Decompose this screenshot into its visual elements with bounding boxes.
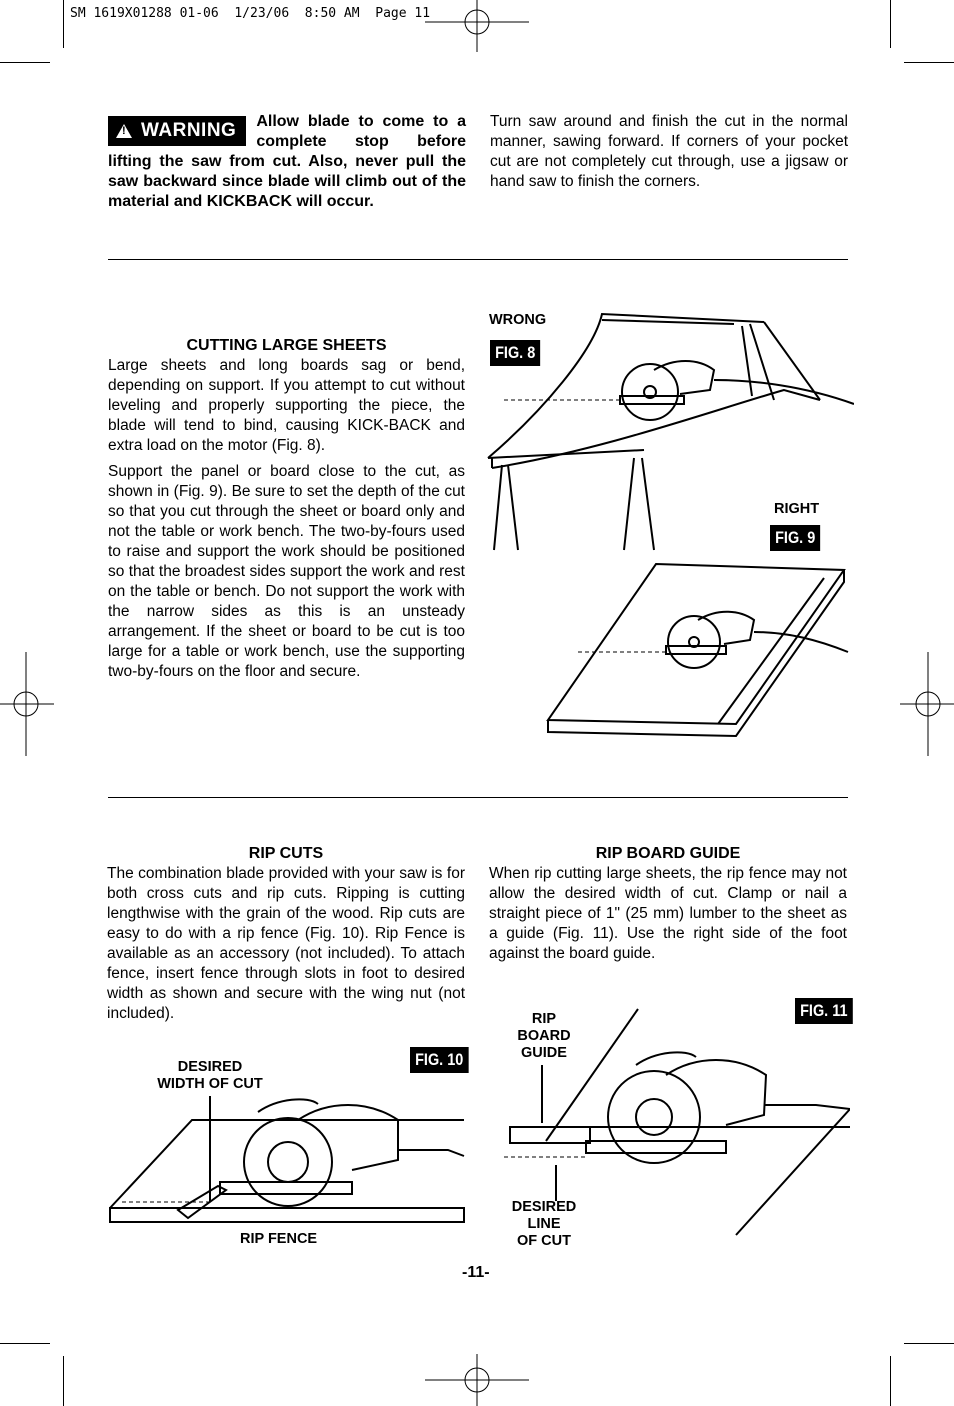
- cutting-large-sheets-p2: Support the panel or board close to the cut, as shown in (Fig. 9). Be sure to set the depth of the cut so that you cut through the sheet or board only and not the table or work bench. The two-by-fours used to raise and support the work should be positioned so that the broadest sides support the work and rest on the table or bench. Do not support the work with the narrow sides as this is an unsteady arrangement. If the sheet or board to be cut is too large for a table or work bench, use the supporting two-by-fours on the floor and secure.: [108, 463, 465, 680]
- page-number: -11-: [462, 1264, 490, 1281]
- registration-mark-top: [425, 0, 529, 52]
- rip-cuts-text: The combination blade provided with your saw is for both cross cuts and rip cuts. Ripping is cutting lengthwise with the grain of the wood. Rip cuts are easy to do with a rip fence (Fig. 10). Rip Fence is available as an accessory (not included). To attach fence, insert fence through slots in foot to desired width as shown and secure with the wing nut (not included).: [107, 865, 465, 1022]
- rip-board-guide-heading: RIP BOARD GUIDE: [595, 845, 741, 862]
- fig9-illustration: [538, 560, 850, 742]
- fig10-rip-fence-label: RIP FENCE: [240, 1231, 318, 1247]
- rip-cuts-heading: RIP CUTS: [248, 845, 324, 862]
- rip-board-guide-section: [489, 844, 847, 964]
- fig11-rip-board-guide-label: RIP BOARD GUIDE: [517, 1011, 571, 1061]
- fig11-desired-line-label: DESIRED LINE OF CUT: [511, 1199, 577, 1249]
- fig9-badge: FIG. 9: [770, 525, 829, 551]
- fig8-wrong-label: WRONG: [489, 312, 547, 328]
- warning-badge-label: WARNING: [141, 120, 237, 141]
- section-divider-1: [108, 259, 848, 260]
- fig9-right-label: RIGHT: [774, 501, 820, 517]
- cutting-large-sheets-heading: CUTTING LARGE SHEETS: [186, 337, 387, 354]
- fig8-badge: FIG. 8: [490, 340, 549, 366]
- fig11-illustration: [496, 1005, 850, 1237]
- warning-text: Allow blade to come to a complete stop before lifting the saw from cut. Also, never pull the saw backward since blade will climb out of the material and KICKBACK will occur.: [108, 113, 466, 210]
- warning-badge: [108, 116, 246, 146]
- printer-slug: SM 1619X01288 01-06 1/23/06 8:50 AM Page 11: [70, 6, 431, 21]
- warning-triangle-icon: !: [116, 124, 132, 138]
- warning-block: [108, 112, 466, 212]
- cutting-large-sheets-section: [108, 336, 465, 682]
- fig11-badge: FIG. 11: [795, 998, 863, 1024]
- rip-cuts-section: [107, 844, 465, 1024]
- registration-mark-right: [900, 652, 954, 756]
- cutting-large-sheets-p1: Large sheets and long boards sag or bend, depending on support. If you attempt to cut without leveling and properly supporting the piece, the blade will tend to bind, causing KICK-BACK and extra load on the motor (Fig. 8).: [108, 357, 465, 454]
- fig10-desired-width-label: DESIRED WIDTH OF CUT: [157, 1059, 263, 1092]
- fig10-badge: FIG. 10: [410, 1047, 479, 1073]
- registration-mark-left: [0, 652, 54, 756]
- rip-board-guide-text: When rip cutting large sheets, the rip fence may not allow the desired width of cut. Clamp or nail a straight piece of 1" (25 mm) lumber to the sheet as a guide (Fig. 11). Use the right side of the foot against the board guide.: [489, 865, 847, 962]
- fig10-illustration: [108, 1090, 466, 1230]
- registration-mark-bottom: [425, 1354, 529, 1406]
- section-divider-2: [108, 797, 848, 798]
- turn-saw-paragraph: Turn saw around and finish the cut in the normal manner, sawing forward. If corners of your pocket cut are not completely cut through, use a jigsaw or hand saw to finish the corners.: [490, 113, 848, 190]
